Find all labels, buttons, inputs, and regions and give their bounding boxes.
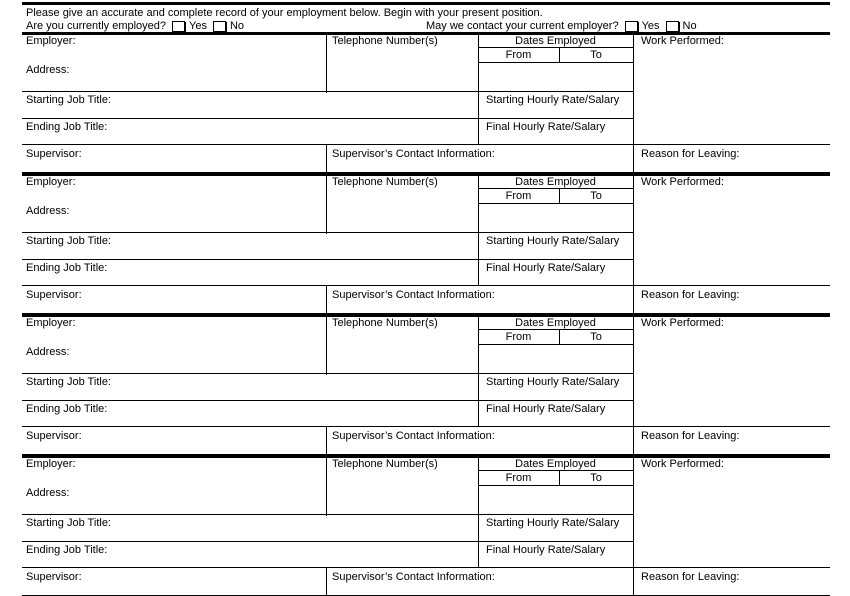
employer-label: Employer: — [26, 176, 76, 188]
work-performed-label: Work Performed: — [641, 176, 724, 188]
divider — [633, 173, 634, 313]
from-label: From — [505, 472, 532, 484]
address-label: Address: — [26, 64, 70, 76]
currently-employed-yes-checkbox[interactable] — [172, 21, 185, 32]
starting-job-title-label: Starting Job Title: — [26, 376, 111, 388]
divider — [478, 62, 633, 63]
telephone-label: Telephone Number(s) — [332, 317, 438, 329]
supervisor-contact-label: Supervisor’s Contact Information: — [332, 571, 495, 583]
contact-employer-no-checkbox[interactable] — [666, 21, 679, 32]
employer-section — [22, 314, 830, 454]
divider — [22, 91, 633, 92]
divider — [22, 567, 830, 568]
dates-employed-label: Dates Employed — [515, 317, 596, 329]
ending-job-title-label: Ending Job Title: — [26, 544, 108, 556]
supervisor-contact-label: Supervisor’s Contact Information: — [332, 430, 495, 442]
divider — [633, 314, 634, 454]
contact-employer-no-label: No — [682, 20, 697, 32]
ending-job-title-label: Ending Job Title: — [26, 262, 108, 274]
currently-employed-no-label: No — [229, 20, 245, 32]
final-rate-label: Final Hourly Rate/Salary — [486, 403, 606, 415]
divider — [478, 344, 633, 345]
employer-section — [22, 32, 830, 172]
telephone-label: Telephone Number(s) — [332, 35, 438, 47]
supervisor-contact-label: Supervisor’s Contact Information: — [332, 148, 495, 160]
currently-employed-yes-label: Yes — [189, 20, 207, 32]
divider — [22, 118, 633, 119]
starting-rate-label: Starting Hourly Rate/Salary — [486, 517, 620, 529]
divider — [326, 173, 327, 234]
divider — [326, 314, 327, 375]
final-rate-label: Final Hourly Rate/Salary — [486, 262, 606, 274]
from-label: From — [505, 331, 532, 343]
divider — [478, 485, 633, 486]
to-label: To — [590, 49, 602, 61]
final-rate-label: Final Hourly Rate/Salary — [486, 544, 606, 556]
supervisor-contact-label: Supervisor’s Contact Information: — [332, 289, 495, 301]
top-rule — [22, 2, 830, 5]
divider — [22, 400, 633, 401]
to-label: To — [590, 190, 602, 202]
from-label: From — [505, 49, 532, 61]
starting-rate-label: Starting Hourly Rate/Salary — [486, 235, 620, 247]
divider — [22, 426, 830, 427]
supervisor-label: Supervisor: — [26, 571, 82, 583]
from-label: From — [505, 190, 532, 202]
starting-job-title-label: Starting Job Title: — [26, 517, 111, 529]
divider — [478, 203, 633, 204]
starting-rate-label: Starting Hourly Rate/Salary — [486, 94, 620, 106]
divider — [22, 373, 633, 374]
work-performed-label: Work Performed: — [641, 35, 724, 47]
intro-instructions: Please give an accurate and complete record of your employment below. Begin with your present position. — [26, 7, 543, 19]
employer-label: Employer: — [26, 317, 76, 329]
telephone-label: Telephone Number(s) — [332, 458, 438, 470]
divider — [326, 285, 327, 313]
currently-employed-label: Are you currently employed? — [26, 20, 167, 32]
starting-job-title-label: Starting Job Title: — [26, 94, 111, 106]
starting-job-title-label: Starting Job Title: — [26, 235, 111, 247]
divider — [22, 232, 633, 233]
reason-for-leaving-label: Reason for Leaving: — [641, 289, 740, 301]
dates-employed-label: Dates Employed — [515, 458, 596, 470]
supervisor-label: Supervisor: — [26, 148, 82, 160]
to-label: To — [590, 472, 602, 484]
employer-section — [22, 455, 830, 595]
contact-employer-yes-label: Yes — [641, 20, 660, 32]
reason-for-leaving-label: Reason for Leaving: — [641, 430, 740, 442]
divider — [326, 144, 327, 172]
dates-employed-label: Dates Employed — [515, 35, 596, 47]
reason-for-leaving-label: Reason for Leaving: — [641, 571, 740, 583]
work-performed-label: Work Performed: — [641, 317, 724, 329]
reason-for-leaving-label: Reason for Leaving: — [641, 148, 740, 160]
divider — [22, 144, 830, 145]
employer-label: Employer: — [26, 458, 76, 470]
dates-employed-label: Dates Employed — [515, 176, 596, 188]
employer-label: Employer: — [26, 35, 76, 47]
ending-job-title-label: Ending Job Title: — [26, 403, 108, 415]
divider — [22, 514, 633, 515]
divider — [633, 32, 634, 172]
final-rate-label: Final Hourly Rate/Salary — [486, 121, 606, 133]
address-label: Address: — [26, 346, 70, 358]
currently-employed-no-checkbox[interactable] — [213, 21, 226, 32]
divider — [326, 567, 327, 595]
divider — [633, 455, 634, 595]
divider — [22, 259, 633, 260]
to-label: To — [590, 331, 602, 343]
contact-employer-yes-checkbox[interactable] — [625, 21, 638, 32]
telephone-label: Telephone Number(s) — [332, 176, 438, 188]
supervisor-label: Supervisor: — [26, 430, 82, 442]
divider — [22, 285, 830, 286]
divider — [22, 541, 633, 542]
starting-rate-label: Starting Hourly Rate/Salary — [486, 376, 620, 388]
work-performed-label: Work Performed: — [641, 458, 724, 470]
address-label: Address: — [26, 205, 70, 217]
divider — [326, 455, 327, 516]
divider — [326, 32, 327, 93]
divider — [326, 426, 327, 454]
address-label: Address: — [26, 487, 70, 499]
supervisor-label: Supervisor: — [26, 289, 82, 301]
ending-job-title-label: Ending Job Title: — [26, 121, 108, 133]
contact-employer-label: May we contact your current employer? — [426, 20, 619, 32]
employer-section — [22, 173, 830, 313]
